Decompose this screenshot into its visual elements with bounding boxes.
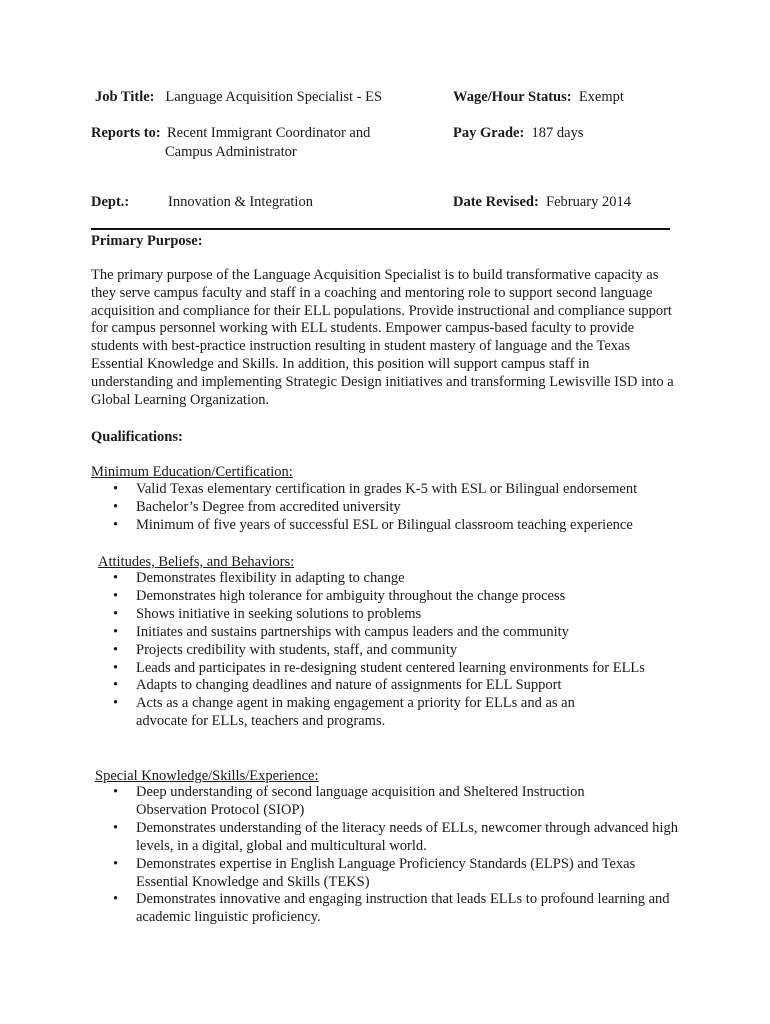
pay-grade-row xyxy=(453,124,584,143)
dept-label-wrap xyxy=(91,193,129,212)
list-item: • Bachelor’s Degree from accredited university xyxy=(91,499,681,517)
qualifications-title: Qualifications: xyxy=(91,429,183,445)
special-knowledge-list xyxy=(91,784,681,927)
list-item: • Demonstrates high tolerance for ambiguity throughout the change process xyxy=(91,588,681,606)
education-list xyxy=(91,481,681,535)
reports-to-label: Reports to: xyxy=(91,125,161,141)
job-title-value: Language Acquisition Specialist - ES xyxy=(165,89,383,105)
list-item: • Demonstrates flexibility in adapting to change xyxy=(91,570,681,588)
date-revised-value: February 2014 xyxy=(546,194,631,210)
attitudes-list xyxy=(91,570,681,731)
reports-to-value xyxy=(167,124,370,143)
list-item: • Deep understanding of second language acquisition and Sheltered Instruction Observation Protocol (SIOP) xyxy=(91,784,616,820)
list-item: • Demonstrates innovative and engaging instruction that leads ELLs to profound learning and academic linguistic proficiency. xyxy=(91,891,676,927)
wage-status-row xyxy=(453,88,624,107)
dept-label: Dept.: xyxy=(91,194,130,210)
pay-grade-label: Pay Grade: xyxy=(453,125,525,141)
reports-to-line2: Campus Administrator xyxy=(165,144,297,160)
list-item: • Minimum of five years of successful ESL or Bilingual classroom teaching experience xyxy=(91,517,681,535)
job-title-row xyxy=(95,88,382,107)
list-item: • Leads and participates in re-designing student centered learning environments for ELLs xyxy=(91,660,681,678)
date-revised-label: Date Revised: xyxy=(453,194,539,210)
primary-purpose-title: Primary Purpose: xyxy=(91,233,203,249)
dept-value: Innovation & Integration xyxy=(168,194,313,210)
dept-value-wrap xyxy=(168,193,313,212)
reports-to-line1: Recent Immigrant Coordinator and xyxy=(167,125,371,141)
list-item: • Projects credibility with students, staff, and community xyxy=(91,642,681,660)
list-item: • Initiates and sustains partnerships with campus leaders and the community xyxy=(91,624,681,642)
header-divider xyxy=(91,228,670,230)
list-item: • Shows initiative in seeking solutions to problems xyxy=(91,606,681,624)
list-item: • Demonstrates expertise in English Language Proficiency Standards (ELPS) and Texas Essential Knowledge and Skills (TEKS) xyxy=(91,856,666,892)
attitudes-heading: Attitudes, Beliefs, and Behaviors: xyxy=(98,554,295,570)
list-item: • Adapts to changing deadlines and nature of assignments for ELL Support xyxy=(91,677,681,695)
special-knowledge-heading: Special Knowledge/Skills/Experience: xyxy=(95,768,319,784)
list-item: • Valid Texas elementary certification in grades K-5 with ESL or Bilingual endorsement xyxy=(91,481,681,499)
reports-to-value-2 xyxy=(165,143,297,162)
list-item: • Acts as a change agent in making engagement a priority for ELLs and as an advocate for ELLs, teachers and programs. xyxy=(91,695,626,731)
wage-status-value: Exempt xyxy=(578,89,624,105)
reports-to-label-wrap xyxy=(91,124,161,143)
date-revised-row xyxy=(453,193,631,212)
job-title-label: Job Title: xyxy=(95,89,155,105)
pay-grade-value: 187 days xyxy=(531,125,584,141)
primary-purpose-text: The primary purpose of the Language Acquisition Specialist is to build transformative capacity as they serve campus faculty and staff in a coaching and mentoring role to support second language acquisition and compliance for their ELL populations. Provide instructional and compliance support for campus personnel working with ELL students. Empower campus-based faculty to provide students with best-practice instruction resulting in student mastery of language and the Texas Essential Knowledge and Skills. In addition, this position will support campus staff in understanding and implementing Strategic Design initiatives and transforming Lewisville ISD into a Global Learning Organization. xyxy=(91,267,674,408)
education-heading: Minimum Education/Certification: xyxy=(91,464,293,480)
wage-status-label: Wage/Hour Status: xyxy=(453,89,572,105)
list-item: • Demonstrates understanding of the literacy needs of ELLs, newcomer through advanced high levels, in a digital, global and multicultural world. xyxy=(91,820,681,856)
